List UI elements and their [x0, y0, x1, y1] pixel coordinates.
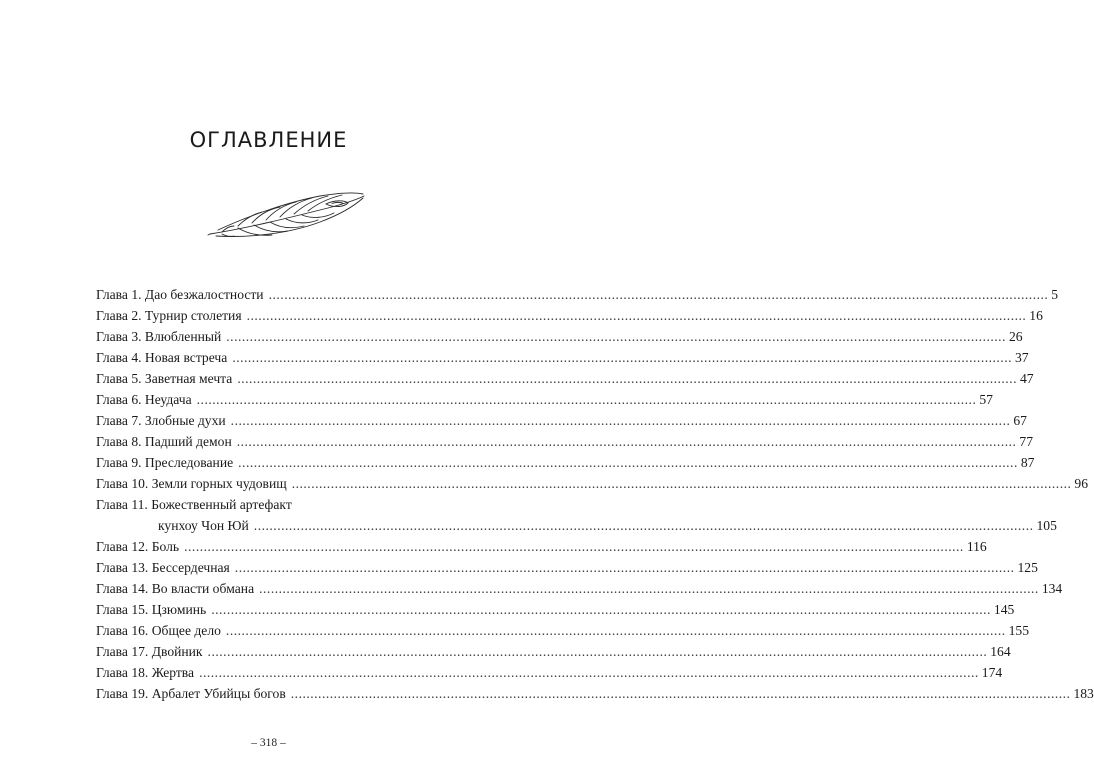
toc-entry-page: 77: [1019, 434, 1034, 449]
toc-entry: [96, 641, 1011, 662]
toc-entry-label: Глава 17. Двойник: [96, 644, 203, 659]
toc-entry-page: 105: [1036, 518, 1057, 533]
toc-entry: [96, 599, 1015, 620]
toc-entry-page: 87: [1020, 455, 1035, 470]
toc-entry: [96, 683, 1094, 704]
page-number: – 318 –: [251, 737, 286, 749]
toc-entry: [96, 389, 993, 410]
toc-entry: [96, 368, 1034, 389]
dot-leader: ........................................................................................................................................................................................................: [290, 686, 1071, 701]
toc-entry-label: Глава 8. Падший демон: [96, 434, 232, 449]
dot-leader: ........................................................................................................................................................................................................: [232, 350, 1012, 365]
toc-entry-label: Глава 13. Бессердечная: [96, 560, 230, 575]
toc-entry: [96, 431, 1034, 452]
toc-entry: [96, 473, 1088, 494]
dot-leader: ........................................................................................................................................................................................................: [199, 665, 979, 680]
toc-entry-page: 116: [966, 539, 987, 554]
toc-entry-label: Глава 7. Злобные духи: [96, 413, 226, 428]
toc-entry-page: 37: [1015, 350, 1029, 365]
dot-leader: ........................................................................................................................................................................................................: [230, 413, 1011, 428]
toc-entry: [96, 347, 1029, 368]
dot-leader: ........................................................................................................................................................................................................: [225, 623, 1006, 638]
toc-entry-label: Глава 11. Божественный артефакт: [96, 497, 292, 512]
toc-entry: [96, 452, 1035, 473]
dot-leader: ........................................................................................................................................................................................................: [237, 371, 1017, 386]
toc-entry: [96, 410, 1027, 431]
toc-entry-label: Глава 14. Во власти обмана: [96, 581, 255, 596]
toc-entry-page: 47: [1020, 371, 1034, 386]
dot-leader: ........................................................................................................................................................................................................: [184, 539, 964, 554]
toc-entry-label: Глава 5. Заветная мечта: [96, 371, 233, 386]
toc-entry: [96, 662, 1003, 683]
toc-entry: [96, 578, 1063, 599]
toc-entry: [96, 557, 1038, 578]
toc-entry-label: Глава 12. Боль: [96, 539, 180, 554]
dot-leader: ........................................................................................................................................................................................................: [196, 392, 977, 407]
toc-entry-label: Глава 9. Преследование: [96, 455, 234, 470]
dot-leader: ........................................................................................................................................................................................................: [234, 560, 1015, 575]
dot-leader: ........................................................................................................................................................................................................: [291, 476, 1072, 491]
dot-leader: ........................................................................................................................................................................................................: [246, 308, 1027, 323]
toc-entry-page: 125: [1017, 560, 1038, 575]
toc-entry-page: 16: [1029, 308, 1043, 323]
toc-entry-label: Глава 16. Общее дело: [96, 623, 221, 638]
toc-entry-page: 174: [981, 665, 1003, 680]
dot-leader: ........................................................................................................................................................................................................: [211, 602, 991, 617]
toc-entry: [96, 536, 987, 557]
toc-entry-page: 145: [993, 602, 1015, 617]
toc-entry-page: 5: [1051, 287, 1059, 302]
dot-leader: ........................................................................................................................................................................................................: [253, 518, 1034, 533]
page-title: ОГЛАВЛЕНИЕ: [189, 128, 348, 152]
toc-entry-page: 96: [1074, 476, 1088, 491]
toc-entry-label: Глава 1. Дао безжалостности: [96, 287, 264, 302]
toc-entry-page: 67: [1013, 413, 1027, 428]
toc-entry-label: Глава 3. Влюбленный: [96, 329, 222, 344]
toc-entry-page: 26: [1008, 329, 1023, 344]
toc-entry-label: Глава 15. Цзюминь: [96, 602, 207, 617]
toc-entry-page: 164: [990, 644, 1011, 659]
toc-entry: [96, 305, 1043, 326]
toc-entry: [96, 620, 1029, 641]
toc-entry-label: Глава 10. Земли горных чудовищ: [96, 476, 287, 491]
dot-leader: ........................................................................................................................................................................................................: [238, 455, 1018, 470]
toc-entry-label: Глава 4. Новая встреча: [96, 350, 228, 365]
toc-entry: [96, 494, 460, 515]
toc-entry-page: 155: [1008, 623, 1029, 638]
dot-leader: ........................................................................................................................................................................................................: [268, 287, 1049, 302]
toc-entry-page: 183: [1073, 686, 1094, 701]
dot-leader: ........................................................................................................................................................................................................: [207, 644, 988, 659]
toc-entry-label: Глава 2. Турнир столетия: [96, 308, 242, 323]
toc-entry-label: Глава 18. Жертва: [96, 665, 195, 680]
dot-leader: ........................................................................................................................................................................................................: [236, 434, 1017, 449]
toc-entry: [96, 284, 1059, 305]
dot-leader: ........................................................................................................................................................................................................: [259, 581, 1039, 596]
toc-entry-continuation: [96, 515, 1057, 536]
table-of-contents: [96, 284, 1094, 704]
toc-entry-label: Глава 6. Неудача: [96, 392, 192, 407]
toc-entry-page: 134: [1041, 581, 1063, 596]
toc-entry-page: 57: [979, 392, 993, 407]
toc-entry-label: Глава 19. Арбалет Убийцы богов: [96, 686, 286, 701]
feather-icon: [208, 188, 366, 248]
toc-entry: [96, 326, 1023, 347]
dot-leader: ........................................................................................................................................................................................................: [226, 329, 1006, 344]
toc-entry-label-cont: кунхоу Чон Юй: [158, 518, 249, 533]
